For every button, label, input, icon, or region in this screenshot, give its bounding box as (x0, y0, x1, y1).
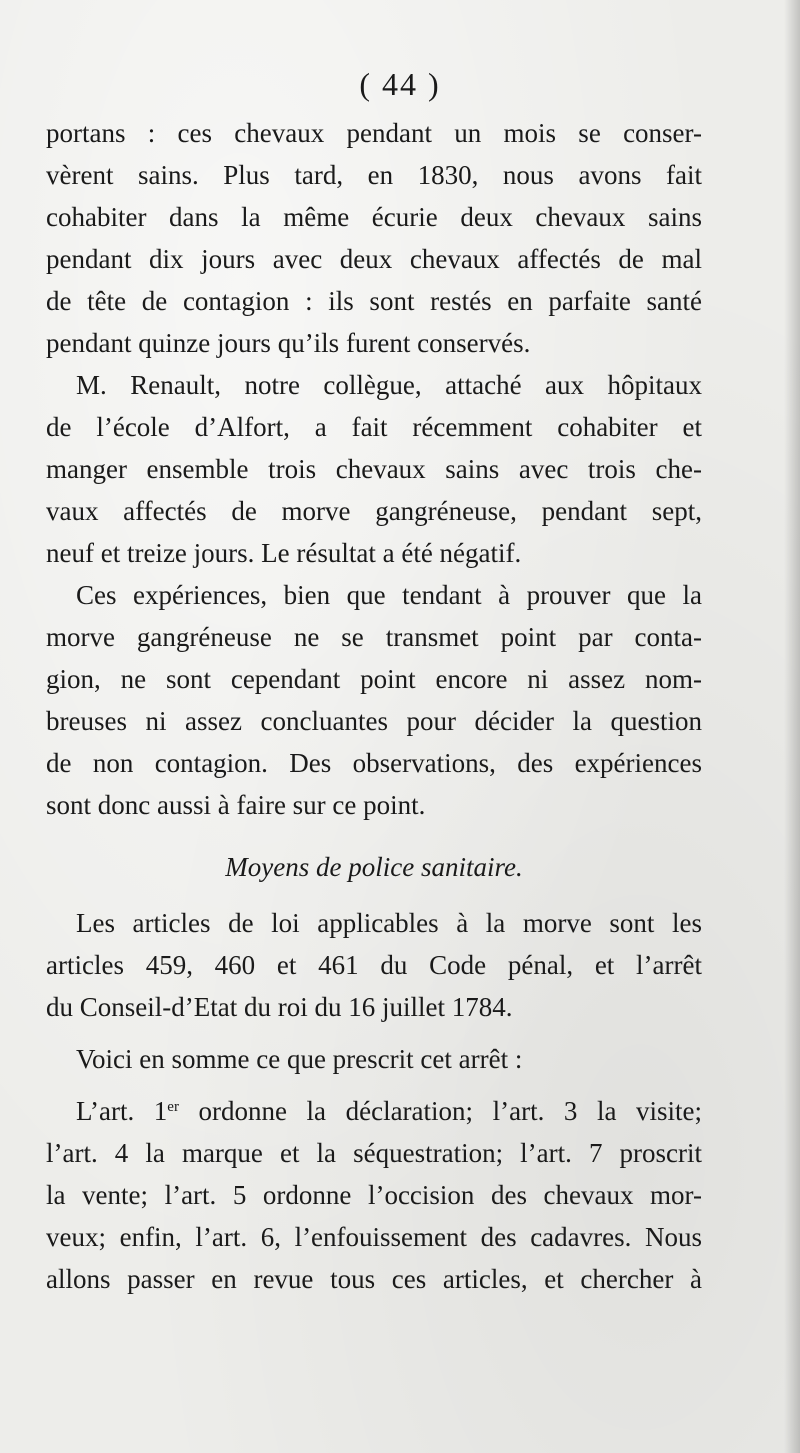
text-line: sont donc aussi à faire sur ce point. (46, 790, 426, 820)
text-line: articles 459, 460 et 461 du Code pénal, et l’arrêt (46, 950, 702, 980)
superscript: er (167, 1099, 179, 1115)
text-line: pendant dix jours avec deux chevaux affectés de mal (46, 244, 702, 274)
text-fragment: ordonne la déclaration; l’art. 3 la visite; (178, 1096, 702, 1126)
text-line: M. Renault, notre collègue, attaché aux hôpitaux (76, 370, 702, 400)
body-text (46, 112, 702, 1300)
text-line (46, 1090, 702, 1132)
text-fragment: L’art. 1 (76, 1096, 168, 1126)
text-line: pendant quinze jours qu’ils furent conservés. (46, 328, 531, 358)
text-line: cohabiter dans la même écurie deux chevaux sains (46, 202, 702, 232)
text-line: de tête de contagion : ils sont restés en parfaite santé (46, 286, 702, 316)
paragraph-gap (46, 1080, 702, 1090)
text-line: morve gangréneuse ne se transmet point par conta- (46, 622, 702, 652)
section-heading: Moyens de police sanitaire. (225, 852, 523, 882)
text-line: portans : ces chevaux pendant un mois se conser- (46, 118, 702, 148)
text-line: gion, ne sont cependant point encore ni assez nom- (46, 664, 702, 694)
page-number: ( 44 ) (359, 66, 441, 102)
text-line: Voici en somme ce que prescrit cet arrêt : (76, 1044, 523, 1074)
text-line: vaux affectés de morve gangréneuse, pendant sept, (46, 496, 702, 526)
text-line: de l’école d’Alfort, a fait récemment cohabiter et (46, 412, 702, 442)
text-line: allons passer en revue tous ces articles, et chercher à (46, 1264, 702, 1294)
paragraph-gap (46, 1028, 702, 1038)
text-line: veux; enfin, l’art. 6, l’enfouissement des cadavres. Nous (46, 1222, 702, 1252)
text-line: manger ensemble trois chevaux sains avec trois che- (46, 454, 702, 484)
text-line: de non contagion. Des observations, des expériences (46, 748, 702, 778)
text-line: du Conseil-d’Etat du roi du 16 juillet 1784. (46, 992, 513, 1022)
text-line: Les articles de loi applicables à la morve sont les (76, 908, 702, 938)
text-line: Ces expériences, bien que tendant à prouver que la (76, 580, 702, 610)
text-line: neuf et treize jours. Le résultat a été négatif. (46, 538, 522, 568)
text-line: l’art. 4 la marque et la séquestration; l’art. 7 proscrit (46, 1138, 702, 1168)
text-line: breuses ni assez concluantes pour décider la question (46, 706, 702, 736)
text-line: la vente; l’art. 5 ordonne l’occision des chevaux mor- (46, 1180, 702, 1210)
text-line: vèrent sains. Plus tard, en 1830, nous avons fait (46, 160, 702, 190)
